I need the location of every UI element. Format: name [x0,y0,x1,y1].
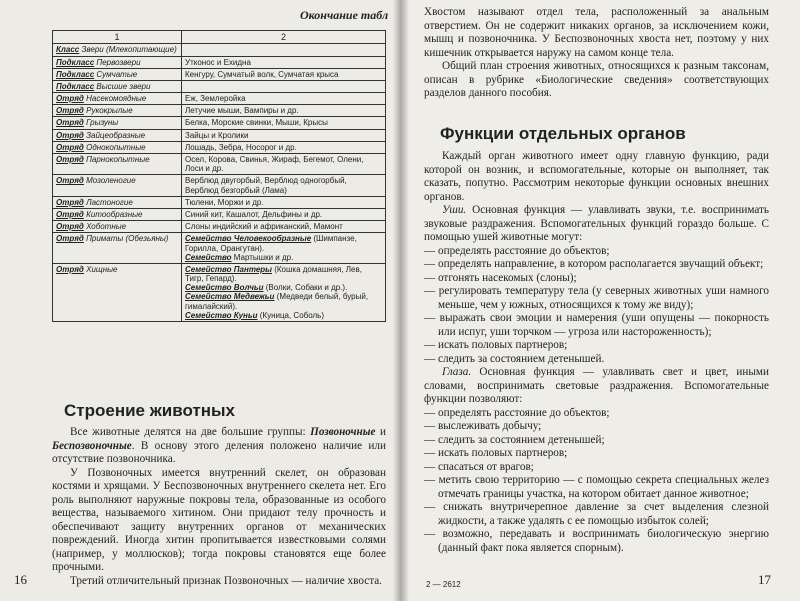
table-cell-taxon [53,196,182,208]
table-cell-examples: Кенгуру, Сумчатый волк, Сумчатая крыса [182,68,386,80]
section-title: Строение животных [64,401,235,420]
keyword: Уши. [442,204,467,216]
keyword: Беспозвоночные [52,439,132,452]
table-cell-examples [182,44,386,56]
family-name: Семейство Волчьи [185,283,264,293]
eyes-function-list [424,407,769,556]
taxon-level: Отряд [56,155,84,165]
table-row [53,93,386,105]
table-row [53,68,386,80]
table-cell-examples: Утконос и Ехидна [182,56,386,68]
table-row [53,80,386,92]
table-row [53,263,386,321]
taxon-level: Отряд [56,106,84,116]
taxon-level: Отряд [56,264,84,274]
taxon-level: Отряд [56,176,84,186]
text-span: Основная функция — улавливать звуки, т.е. воспринимать звуковые раздражения. Вспомогательных функций гораздо больше. С помощью ушей животные могут: [424,204,769,243]
table-row [53,175,386,196]
text-span: Основная функция — улавливать свет и цвет, иными словами, воспринимать световые раздражения. Вспомогательные функции позволяют: [424,366,769,405]
table-row [53,208,386,220]
taxon-name: Высшие звери [94,81,151,91]
table-row [53,117,386,129]
table-cell-examples: Белка, Морские свинки, Мыши, Крысы [182,117,386,129]
table-cell-taxon [53,56,182,68]
table-cell-taxon [53,263,182,321]
list-item: — отгонять насекомых (слоны); [424,271,577,284]
taxon-name: Приматы (Обезьяны) [83,234,169,244]
text-span: . В основу этого деления положено наличие или отсутствие позвоночника. [52,439,386,465]
printer-signature-mark: 2 — 2612 [426,580,461,589]
paragraph [52,426,386,467]
family-name: Семейство Медвежьи [185,292,275,302]
table-cell-taxon [53,233,182,264]
table-cell-examples [182,263,386,321]
table-row [53,154,386,175]
list-item: — определять направление, в котором располагается звучащий объект; [424,258,764,270]
paragraph: Общий план строения животных, относящихся к разным таксонам, описан в рубрике «Биологические сведения» соответствующих разделов данного пособия. [424,60,769,99]
family-name: Семейство [185,252,232,262]
table-cell-taxon [53,68,182,80]
keyword: Позвоночные [310,426,376,438]
table-cell-taxon [53,117,182,129]
table-cell-examples: Синий кит, Кашалот, Дельфины и др. [182,208,386,220]
animal-classification-table [52,30,386,322]
table-row [53,129,386,141]
table-row [53,141,386,153]
taxon-level: Отряд [56,130,84,140]
taxon-level: Класс [56,45,80,55]
family-name: Семейство Человекообразные [185,234,312,244]
table-cell-examples [182,233,386,264]
table-cell-examples: Еж, Землеройка [182,93,386,105]
family-name: Семейство Куньи [185,310,258,320]
taxon-level: Отряд [56,222,84,232]
taxon-name: Парнокопытные [83,155,150,165]
family-members: (Шимпанзе, Горилла, Орангутан). [185,234,357,253]
table-body [53,44,386,322]
table-cell-examples: Зайцы и Кролики [182,129,386,141]
table-cell-examples: Тюлени, Моржи и др. [182,196,386,208]
list-item: — следить за состоянием детенышей. [424,352,605,365]
taxon-level: Подкласс [56,69,95,79]
paragraph [424,366,769,407]
table-cell-taxon [53,44,182,56]
table-row [53,196,386,208]
taxon-name: Звери (Млекопитающие) [79,45,177,55]
list-item: — искать половых партнеров; [424,447,568,459]
table-cell-taxon [53,141,182,153]
paragraph [424,204,769,245]
taxon-name: Зайцеобразные [83,130,146,140]
table-ending-title: Окончание табл [300,8,389,22]
list-item: — искать половых партнеров; [424,339,568,351]
list-item: — выслеживать добычу; [424,420,542,432]
taxon-name: Ластоногие [83,197,133,207]
right-page [400,0,800,601]
family-members: (Медведи белый, бурый, гималайский). [185,292,369,311]
taxon-level: Отряд [56,209,84,219]
taxon-name: Первозвери [94,57,141,67]
paragraph: Каждый орган животного имеет одну главную функцию, ради которой он возник, и вспомогательные, которые он выполняет, так сказать, попутно. Рассмотрим некоторые функции основных внешних органов. [424,150,769,203]
taxon-name: Рукокрылые [83,106,133,116]
family-name: Семейство Пантеры [185,264,272,274]
table-cell-taxon [53,80,182,92]
page-number: 16 [14,572,27,587]
list-item: — возможно, передавать и воспринимать биологическую энергию (данный факт пока является спорным). [424,528,769,554]
table-cell-taxon [53,221,182,233]
table-cell-examples: Летучие мыши, Вампиры и др. [182,105,386,117]
table-header-row [53,31,386,44]
taxon-name: Насекомоядные [83,94,147,104]
taxon-name: Хищные [83,264,118,274]
list-item: — следить за состоянием детенышей; [424,433,605,446]
list-item: — определять расстояние до объектов; [424,406,610,419]
taxon-level: Подкласс [56,57,95,67]
table-cell-taxon [53,208,182,220]
paragraph: У Позвоночных имеется внутренний скелет, он образован костями и хрящами. У Беспозвоночных внутреннего скелета нет. Его роль выполняют наружные покровы тела, образованные из особого вещества, называемого хитином. Они придают телу прочность и обеспечивают защиту внутренних органов от механических повреждений. Иногда хитин пропитывается известковыми солями (например, у моллюсков); тогда покровы становятся еще более прочными. [52,466,386,573]
list-item: — выражать свои эмоции и намерения (уши опущены — покорность или испуг, уши торчком — угроза или настороженность); [424,312,769,338]
family-members: (Волки, Собаки и др.). [263,283,348,293]
table-cell-examples: Лошадь, Зебра, Носорог и др. [182,141,386,153]
left-body-text [52,426,386,588]
taxon-level: Отряд [56,94,84,104]
table-cell-taxon [53,105,182,117]
right-body-text [424,150,769,555]
taxon-name: Однокопытные [83,142,146,152]
taxon-level: Отряд [56,142,84,152]
text-span: Все животные делятся на две большие группы: [70,426,311,438]
table-row [53,233,386,264]
table-row [53,44,386,56]
list-item: — метить свою территорию — с помощью секрета специальных желез отмечать границы участка, на котором обитает данное животное; [424,474,769,500]
taxon-name: Хоботные [83,222,127,232]
table-header-cell: 2 [182,31,386,44]
table-cell-taxon [53,93,182,105]
paragraph: Третий отличительный признак Позвоночных — наличие хвоста. [70,574,382,587]
paragraph: Хвостом называют отдел тела, расположенный за анальным отверстием. Он не содержит никаких органов, за исключением кожи, мышц и позвоночника. У Беспозвоночных хвоста нет, поэтому у них кишечник открывается наружу на самом конце тела. [424,6,769,59]
list-item: — снижать внутричерепное давление за счет выделения слезной жидкости, а также удалять с ее помощью избыток солей; [424,501,769,527]
table-cell-examples: Слоны индийский и африканский, Мамонт [182,221,386,233]
table-cell-examples: Верблюд двугорбый, Верблюд одногорбый, Верблюд безгорбый (Лама) [182,175,386,196]
list-item: — определять расстояние до объектов; [424,244,610,257]
table-cell-taxon [53,175,182,196]
keyword: Глаза. [442,366,472,378]
table-cell-taxon [53,129,182,141]
taxon-name: Сумчатые [94,69,138,79]
table-cell-examples: Осел, Корова, Свинья, Жираф, Бегемот, Олени, Лоси и др. [182,154,386,175]
right-intro-text [424,6,769,101]
family-members: (Кошка домашняя, Лев, Тигр, Гепард). [185,264,362,284]
page-number: 17 [758,572,771,587]
table-row [53,221,386,233]
section-title: Функции отдельных органов [440,124,686,143]
family-members: Мартышки и др. [231,252,294,262]
taxon-name: Китообразные [83,209,143,219]
table-cell-taxon [53,154,182,175]
list-item: — регулировать температуру тела (у северных животных уши намного меньше, чем у южных, относящихся к тому же виду); [424,285,769,311]
family-members: (Куница, Соболь) [257,310,325,320]
table-header-cell: 1 [53,31,182,44]
list-item: — спасаться от врагов; [424,460,534,473]
taxon-level: Подкласс [56,81,95,91]
ears-function-list [424,245,769,367]
text-span: и [375,426,386,438]
taxon-level: Отряд [56,197,84,207]
table-cell-examples [182,80,386,92]
table-row [53,105,386,117]
taxon-level: Отряд [56,118,84,128]
taxon-name: Грызуны [83,118,119,128]
taxon-level: Отряд [56,234,84,244]
taxon-name: Мозоленогие [83,176,136,186]
table-row [53,56,386,68]
book-gutter [393,0,409,601]
